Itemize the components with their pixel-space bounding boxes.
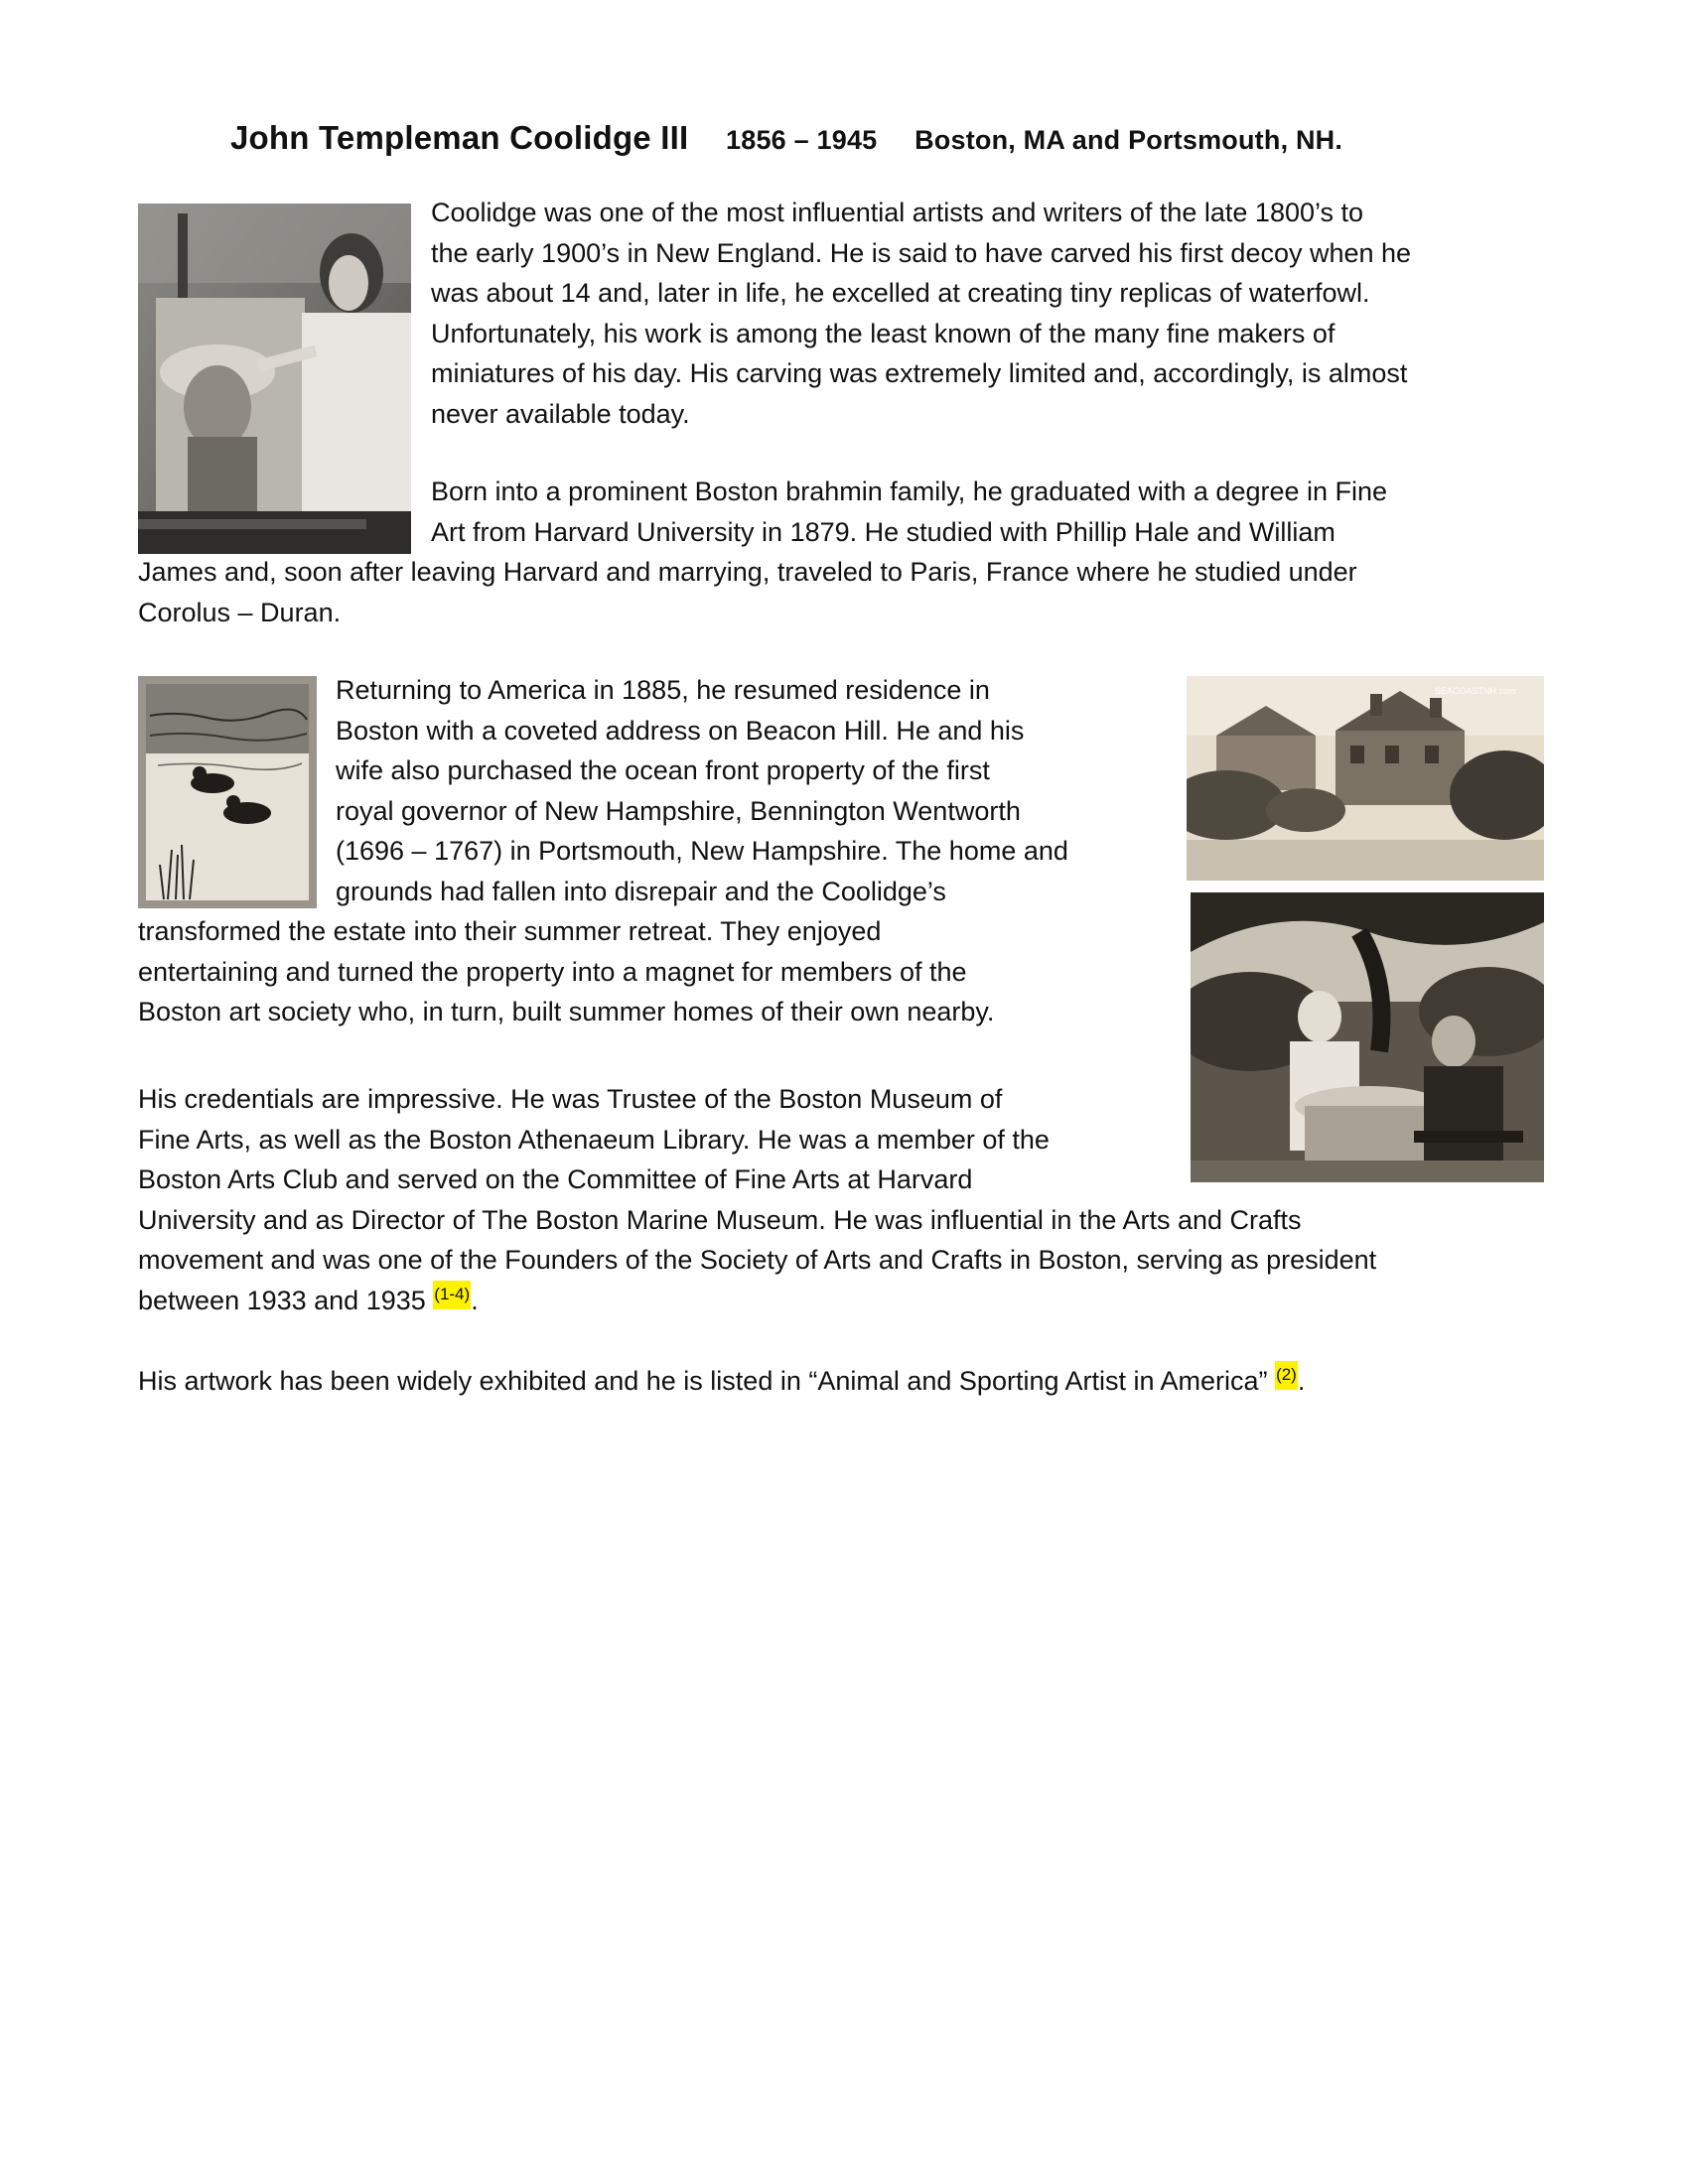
life-dates: 1856 – 1945 bbox=[726, 125, 878, 155]
reference-marker: (2) bbox=[1275, 1361, 1298, 1390]
wentworth-house-photo bbox=[1187, 676, 1544, 881]
text-line: Corolus – Duran. bbox=[138, 597, 342, 627]
text-line bbox=[138, 1361, 1305, 1402]
exhibition-paragraph bbox=[138, 1361, 1305, 1402]
period: . bbox=[471, 1285, 479, 1315]
text-line: (1696 – 1767) in Portsmouth, New Hampshire. The home and bbox=[336, 836, 1068, 866]
text-line: James and, soon after leaving Harvard and marrying, traveled to Paris, France where he studied under bbox=[138, 557, 1357, 587]
text-line: University and as Director of The Boston Marine Museum. He was influential in the Arts and Crafts bbox=[138, 1204, 1302, 1235]
text-line: entertaining and turned the property into a magnet for members of the bbox=[138, 956, 967, 987]
period: . bbox=[1297, 1366, 1306, 1396]
reference-marker: (1-4) bbox=[433, 1281, 471, 1309]
locations: Boston, MA and Portsmouth, NH. bbox=[914, 125, 1343, 155]
text-line: Art from Harvard University in 1879. He studied with Phillip Hale and William bbox=[431, 516, 1336, 547]
text-line: miniatures of his day. His carving was extremely limited and, accordingly, is almost bbox=[431, 358, 1408, 388]
residence-paragraph bbox=[138, 670, 1068, 1032]
wentworth-house-photo-icon bbox=[1187, 676, 1544, 881]
education-paragraph bbox=[138, 472, 1387, 632]
text-line: the early 1900’s in New England. He is said to have carved his first decoy when he bbox=[431, 237, 1412, 268]
text-line: Boston art society who, in turn, built summer homes of their own nearby. bbox=[138, 997, 995, 1026]
text-line: Born into a prominent Boston brahmin family, he graduated with a degree in Fine bbox=[431, 477, 1388, 506]
text-line: Coolidge was one of the most influential artists and writers of the late 1800’s to bbox=[431, 198, 1364, 227]
text-line: transformed the estate into their summer retreat. They enjoyed bbox=[138, 916, 882, 946]
credentials-paragraph bbox=[138, 1079, 1376, 1320]
text-line: His credentials are impressive. He was Trustee of the Boston Museum of bbox=[138, 1084, 1003, 1114]
text-line: Boston with a coveted address on Beacon Hill. He and his bbox=[336, 715, 1025, 746]
page-title bbox=[230, 119, 1521, 157]
text-line: wife also purchased the ocean front property of the first bbox=[336, 755, 990, 785]
house-photo-watermark: SEACOASTNH.com bbox=[1435, 686, 1516, 696]
last-line-text: between 1933 and 1935 bbox=[138, 1285, 426, 1315]
text-line: Unfortunately, his work is among the least known of the many fine makers of bbox=[431, 318, 1336, 348]
exhibition-text: His artwork has been widely exhibited and he is listed in “Animal and Sporting Artist in America” bbox=[138, 1366, 1268, 1396]
text-line: Boston Arts Club and served on the Committee of Fine Arts at Harvard bbox=[138, 1164, 973, 1194]
text-line: grounds had fallen into disrepair and the Coolidge’s bbox=[336, 876, 946, 906]
text-line: royal governor of New Hampshire, Bennington Wentworth bbox=[336, 795, 1021, 826]
text-line: was about 14 and, later in life, he excelled at creating tiny replicas of waterfowl. bbox=[431, 278, 1370, 308]
text-line: movement and was one of the Founders of the Society of Arts and Crafts in Boston, serving as president bbox=[138, 1245, 1377, 1275]
artist-name: John Templeman Coolidge III bbox=[230, 119, 689, 156]
text-line-last bbox=[138, 1281, 1376, 1321]
text-line: never available today. bbox=[431, 398, 690, 429]
intro-paragraph bbox=[431, 193, 1411, 434]
text-line: Returning to America in 1885, he resumed residence in bbox=[336, 675, 990, 705]
text-line: Fine Arts, as well as the Boston Athenaeum Library. He was a member of the bbox=[138, 1124, 1050, 1155]
